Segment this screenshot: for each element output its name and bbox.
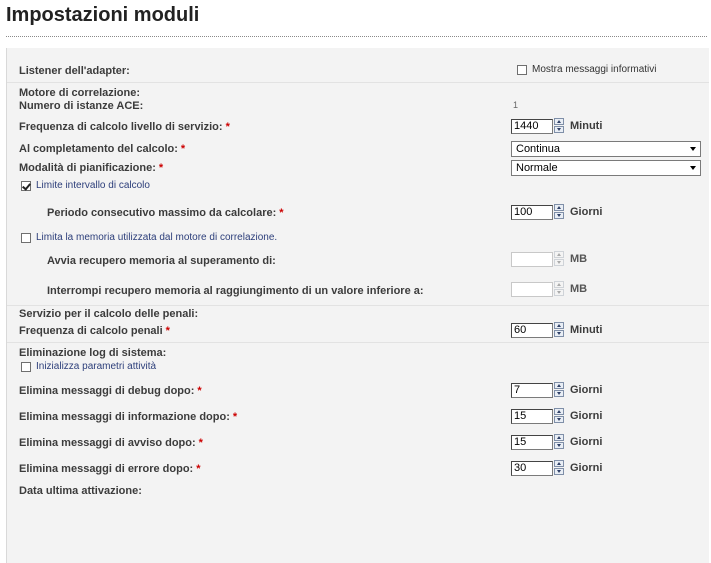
settings-panel (6, 48, 709, 563)
service-level-frequency-row (7, 118, 709, 138)
listener-label: Listener dell'adapter: (19, 65, 130, 77)
service-level-frequency-label (19, 120, 230, 134)
decrement-icon[interactable] (554, 330, 564, 337)
debug-purge-unit: Giorni (570, 384, 603, 396)
completion-text: Al completamento del calcolo: (19, 143, 178, 155)
stop-recovery-input[interactable] (511, 282, 553, 297)
max-period-unit: Giorni (570, 206, 603, 218)
service-level-frequency-unit: Minuti (570, 120, 603, 132)
limit-memory-label: Limita la memoria utilizzata dal motore di correlazione. (36, 232, 278, 243)
warning-purge-stepper[interactable] (511, 434, 602, 450)
stop-recovery-unit: MB (570, 283, 588, 295)
dropdown-arrow-icon (690, 166, 696, 170)
warning-purge-input[interactable] (511, 435, 553, 450)
completion-row (7, 140, 709, 160)
debug-purge-label (19, 384, 202, 398)
decrement-icon[interactable] (554, 126, 564, 133)
stop-recovery-stepper[interactable] (511, 281, 587, 297)
required-mark: * (279, 207, 284, 219)
schedule-mode-select[interactable] (511, 160, 701, 176)
stop-recovery-label: Interrompi recupero memoria al raggiungimento di un valore inferiore a: (47, 285, 424, 297)
ace-instances-value: 1 (513, 100, 519, 110)
penalty-frequency-label (19, 324, 170, 338)
stop-recovery-row (7, 281, 709, 301)
completion-select[interactable] (511, 141, 701, 157)
required-mark: * (196, 463, 201, 475)
increment-icon[interactable] (554, 281, 564, 288)
error-purge-label (19, 462, 201, 476)
init-activity-row (7, 360, 709, 380)
increment-icon[interactable] (554, 118, 564, 125)
info-purge-stepper[interactable] (511, 408, 602, 424)
ace-instances-label: Numero di istanze ACE: (19, 100, 144, 112)
syslog-section-title: Eliminazione log di sistema: (19, 347, 167, 359)
schedule-mode-selected-value: Normale (516, 162, 558, 174)
required-mark: * (232, 411, 238, 423)
warning-purge-row (7, 434, 709, 454)
required-mark: * (225, 121, 230, 133)
debug-purge-input[interactable] (511, 383, 553, 398)
completion-label (19, 142, 185, 156)
limit-memory-row (7, 230, 709, 250)
show-info-messages-label: Mostra messaggi informativi (532, 64, 657, 75)
max-period-label (47, 206, 284, 220)
decrement-icon[interactable] (554, 259, 564, 266)
increment-icon[interactable] (554, 460, 564, 467)
max-period-text: Periodo consecutivo massimo da calcolare: (47, 207, 277, 219)
show-info-messages-checkbox[interactable] (517, 65, 527, 75)
increment-icon[interactable] (554, 408, 564, 415)
warning-purge-text: Elimina messaggi di avviso dopo: (19, 437, 196, 449)
service-level-frequency-input[interactable] (511, 119, 553, 134)
divider (7, 305, 709, 306)
increment-icon[interactable] (554, 434, 564, 441)
required-mark: * (165, 325, 170, 337)
max-period-row (7, 204, 709, 224)
warning-purge-unit: Giorni (570, 436, 603, 448)
completion-selected-value: Continua (516, 143, 561, 155)
listener-row (7, 64, 709, 84)
info-purge-unit: Giorni (570, 410, 603, 422)
increment-icon[interactable] (554, 251, 564, 258)
decrement-icon[interactable] (554, 416, 564, 423)
max-period-input[interactable] (511, 205, 553, 220)
required-mark: * (180, 143, 186, 155)
correlation-section-title: Motore di correlazione: (19, 87, 141, 99)
start-recovery-stepper[interactable] (511, 251, 587, 267)
error-purge-text: Elimina messaggi di errore dopo: (19, 463, 194, 475)
error-purge-input[interactable] (511, 461, 553, 476)
debug-purge-stepper[interactable] (511, 382, 602, 398)
start-recovery-unit: MB (570, 253, 588, 265)
schedule-mode-row (7, 159, 709, 179)
info-purge-text: Elimina messaggi di informazione dopo: (19, 411, 230, 423)
limit-interval-row (7, 178, 709, 198)
limit-interval-checkbox[interactable] (21, 181, 31, 191)
title-divider (6, 36, 707, 37)
required-mark: * (197, 385, 202, 397)
increment-icon[interactable] (554, 382, 564, 389)
service-level-frequency-text: Frequenza di calcolo livello di servizio: (19, 121, 223, 133)
init-activity-toggle[interactable] (21, 361, 156, 372)
limit-interval-toggle[interactable] (21, 180, 150, 191)
decrement-icon[interactable] (554, 289, 564, 296)
decrement-icon[interactable] (554, 390, 564, 397)
limit-memory-checkbox[interactable] (21, 233, 31, 243)
last-activation-label: Data ultima attivazione: (19, 485, 142, 497)
start-recovery-label: Avvia recupero memoria al superamento di: (47, 255, 276, 267)
penalty-frequency-stepper[interactable] (511, 322, 602, 338)
decrement-icon[interactable] (554, 212, 564, 219)
increment-icon[interactable] (554, 322, 564, 329)
start-recovery-row (7, 251, 709, 271)
penalty-frequency-unit: Minuti (570, 324, 603, 336)
last-activation-row (7, 484, 709, 504)
start-recovery-input[interactable] (511, 252, 553, 267)
divider (7, 342, 709, 343)
debug-purge-text: Elimina messaggi di debug dopo: (19, 385, 195, 397)
info-purge-input[interactable] (511, 409, 553, 424)
page-title: Impostazioni moduli (6, 4, 200, 26)
show-info-messages-toggle[interactable] (517, 64, 656, 75)
error-purge-row (7, 460, 709, 480)
ace-instances-row (7, 99, 709, 119)
penalty-frequency-input[interactable] (511, 323, 553, 338)
error-purge-unit: Giorni (570, 462, 603, 474)
schedule-mode-label (19, 161, 163, 175)
info-purge-label (19, 410, 237, 424)
warning-purge-label (19, 436, 203, 450)
max-period-stepper[interactable] (511, 204, 602, 220)
debug-purge-row (7, 382, 709, 402)
init-activity-checkbox[interactable] (21, 362, 31, 372)
limit-interval-label: Limite intervallo di calcolo (36, 180, 150, 191)
info-purge-row (7, 408, 709, 428)
dropdown-arrow-icon (690, 147, 696, 151)
decrement-icon[interactable] (554, 442, 564, 449)
limit-memory-toggle[interactable] (21, 232, 277, 243)
init-activity-label: Inizializza parametri attività (36, 361, 157, 372)
required-mark: * (158, 162, 164, 174)
service-level-frequency-stepper[interactable] (511, 118, 602, 134)
decrement-icon[interactable] (554, 468, 564, 475)
required-mark: * (198, 437, 203, 449)
divider (7, 82, 709, 83)
increment-icon[interactable] (554, 204, 564, 211)
error-purge-stepper[interactable] (511, 460, 602, 476)
penalty-frequency-row (7, 322, 709, 342)
penalty-frequency-text: Frequenza di calcolo penali (19, 325, 163, 337)
penalty-section-title: Servizio per il calcolo delle penali: (19, 308, 199, 320)
schedule-mode-text: Modalità di pianificazione: (19, 162, 156, 174)
